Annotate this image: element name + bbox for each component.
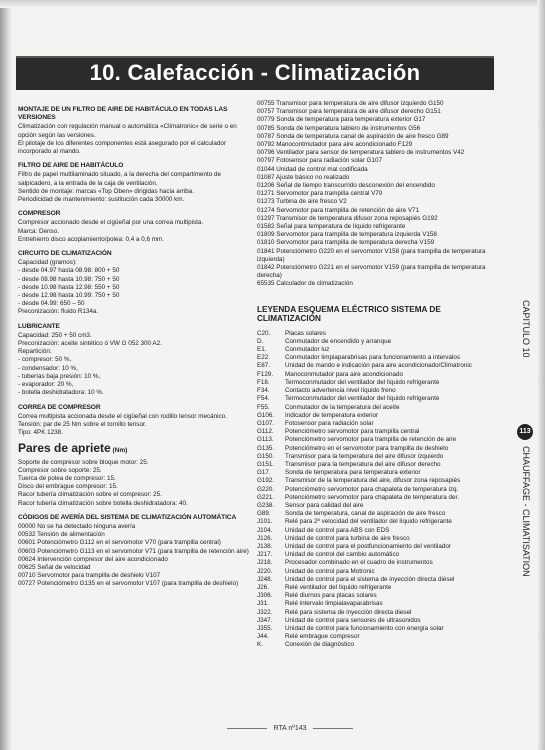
torque-line: Tuerca de polea de compresor: 15. — [18, 474, 116, 482]
fault-code-line: 00625 Señal de velocidad — [18, 563, 91, 571]
fault-code-line: 00000 No se ha detectado ninguna avería — [18, 522, 136, 530]
fault-code-line: 00727 Potenciómetro G135 en el servomotor V107 (para trampilla de deshielo) — [18, 580, 239, 588]
legend-item — [257, 428, 502, 436]
codigos-heading: CÓDIGOS DE AVERÍA DEL SISTEMA DE CLIMATIZACIÓN AUTOMÁTICA — [18, 513, 237, 521]
fault-code-line: 00603 Potenciómetro G113 en el servomotor V71 (para trampilla de retención aire) — [18, 547, 249, 555]
torque-line: Racor tubería climatización sobre botella deshidratadora: 40. — [18, 499, 188, 507]
legend-code: F34. — [257, 387, 270, 395]
section-line: Tipo: 4PK 1238. — [18, 429, 63, 437]
section-line: El pilotaje de los diferentes componentes está asegurado por el calculador incorporado al mando. — [18, 139, 226, 156]
fault-code-line: 00779 Sonda de temperatura para temperatura exterior G17 — [257, 116, 426, 124]
page-shadow-top — [0, 0, 545, 8]
legend-code: J126. — [257, 534, 273, 542]
fault-code-line: 00797 Fotosensor para radiación solar G107 — [257, 157, 382, 165]
fault-code-line: 01841 Potenciómetro G220 en el servomotor V158 (para trampilla de temperatura izquierda) — [257, 247, 486, 263]
legend-code: J101. — [257, 518, 273, 526]
torque-line: Racor tubería climatización sobre el compresor: 25. — [18, 491, 162, 499]
legend-code: J220. — [257, 567, 273, 575]
side-chapter-label: CAPITULO 10 — [521, 300, 531, 358]
chapter-title: 10. Calefacción - Climatización — [89, 60, 421, 85]
section-line: Entrehierro disco acoplamiento/polea: 0,4 a 0,6 mm. — [18, 235, 164, 243]
legend-item — [257, 633, 502, 641]
legend-item — [257, 404, 502, 412]
legend-code: G150. — [257, 452, 275, 460]
legend-code: F55. — [257, 403, 270, 411]
page-footer: RTA nº143 — [200, 725, 380, 732]
section-heading: COMPRESOR — [18, 210, 61, 218]
legend-code: J44. — [257, 633, 269, 641]
legend-code: K. — [257, 641, 263, 649]
legend-description: Relé intervalo limpialavaparabrisas — [285, 600, 383, 608]
legend-description: Potenciómetro servomotor para trampilla de retención de aire — [285, 436, 457, 444]
legend-item — [257, 436, 502, 444]
fault-code-line: 01206 Señal de tiempo transcurrido desconexión del encendido — [257, 182, 435, 190]
legend-description: Sonda de temperatura para temperatura exterior — [285, 469, 421, 477]
legend-description: Unidad de control para turbina de aire fresco — [285, 534, 410, 542]
legend-code: G89. — [257, 510, 271, 518]
legend-item — [257, 453, 502, 461]
legend-item — [257, 362, 502, 370]
page-shadow-right — [537, 0, 545, 750]
torque-line: Disco del embrague compresor: 15. — [18, 483, 118, 491]
section-line: Climatización con regulación manual o automática «Climatronic» de serie o en opción según las versiones. — [18, 123, 237, 139]
section-line: - evaporador: 20 %, — [18, 381, 74, 389]
section-line: - desde 08.98 hasta 10.98: 750 + 50 — [18, 275, 120, 283]
apriete-unit: (Nm) — [112, 447, 128, 455]
legend-item — [257, 559, 502, 567]
legend-code: D. — [257, 337, 264, 345]
legend-description: Unidad de control para sensores de ultrasonidos — [285, 616, 421, 624]
fault-code-line: 01810 Servomotor para trampilla de temperatura derecha V159 — [257, 239, 435, 247]
torque-line: Soporte de compresor sobre bloque motor: 25. — [18, 458, 149, 466]
legend-item — [257, 625, 502, 633]
legend-item — [257, 445, 502, 453]
legend-description: Potenciómetro servomotor para chapaleta de temperatura izq. — [285, 485, 459, 493]
legend-description: Unidad de control para ABS con EDS — [285, 526, 390, 534]
legend-item — [257, 641, 502, 649]
apriete-title: Pares de apriete — [18, 441, 111, 456]
fault-code-line: 00792 Manocontmutador para aire acondicionado F129 — [257, 141, 413, 149]
legend-code: J217. — [257, 551, 273, 559]
legend-code: G192. — [257, 477, 275, 485]
legend-code: E87. — [257, 362, 270, 370]
legend-item — [257, 354, 502, 362]
fault-code-line: 01044 Unidad de control mal codificada — [257, 165, 368, 173]
legend-description: Relé para sistema de inyección directa diesel — [285, 608, 412, 616]
legend-item — [257, 510, 502, 518]
fault-code-line: 01297 Transmisor de temperatura difusor zona reposapiés G192 — [257, 214, 438, 222]
fault-code-line: 01271 Servomotor para trampilla central V70 — [257, 190, 383, 198]
torque-line: Compresor sobre soporte: 25. — [18, 466, 102, 474]
fault-code-line: 01809 Servomotor para trampilla de temperatura izquierda V158 — [257, 231, 437, 239]
legend-code: G17. — [257, 469, 271, 477]
chapter-side-tab — [519, 300, 531, 600]
section-line: - desde 04.99: 650 – 50 — [18, 300, 85, 308]
legend-description: Fotosensor para radiación solar — [285, 419, 374, 427]
legend-item — [257, 461, 502, 469]
legend-description: Conexión de diagnóstico — [285, 641, 354, 649]
section-line: - botella deshidratadora: 10 %. — [18, 389, 104, 397]
page-shadow-left — [0, 0, 12, 750]
legend-code: J355. — [257, 624, 273, 632]
legend-description: Placas solares — [285, 329, 326, 337]
legend-item — [257, 338, 502, 346]
legend-description: Relé ventilador del líquido refrigerante — [285, 583, 392, 591]
legend-item — [257, 371, 502, 379]
legend-description: Relé diurnos para placas solares — [285, 592, 377, 600]
side-section-label: CHAUFFAGE - CLIMATISATION — [521, 446, 531, 577]
legend-description: Conmutador limpiaparabrisas para funcionamiento a intervalos — [285, 354, 461, 362]
legend-code: G135. — [257, 444, 275, 452]
fault-code-line: 00755 Transmisor para temperatura de aire difusor izquierdo G150 — [257, 100, 444, 107]
fault-code-line: 00757 Transmisor para temperatura de aire difusor derecho G151 — [257, 108, 441, 116]
section-line: Marca: Denso. — [18, 227, 59, 235]
legend-item — [257, 568, 502, 576]
legend-description: Sonda de temperatura, canal de aspiración de aire fresco — [285, 510, 446, 518]
section-heading: FILTRO DE AIRE DE HABITÁCULO — [18, 162, 124, 170]
section-heading: LUBRICANTE — [18, 322, 60, 330]
section-heading: CORREA DE COMPRESOR — [18, 403, 101, 411]
legend-item — [257, 609, 502, 617]
fault-code-line: 01582 Señal para temperatura de líquido refrigerante — [257, 223, 406, 231]
legend-item — [257, 494, 502, 502]
legend-item — [257, 527, 502, 535]
legend-code: J306. — [257, 592, 273, 600]
legend-code: C20. — [257, 329, 271, 337]
pares-apriete-heading — [18, 441, 250, 456]
legend-code: J322. — [257, 608, 273, 616]
legend-item — [257, 477, 502, 485]
legend-item — [257, 395, 502, 403]
legend-description: Termoconmutador del ventilador del líquido refrigerante — [285, 378, 440, 386]
legend-description: Manoconmutador para aire acondicionado — [285, 370, 403, 378]
legend-description: Relé embrague compresor — [285, 633, 360, 641]
legend-item — [257, 617, 502, 625]
legend-code: G151. — [257, 460, 275, 468]
legend-item — [257, 502, 502, 510]
left-column — [18, 100, 250, 589]
legend-code: J138. — [257, 542, 273, 550]
section-line: Tensión: par de 25 Nm sobre el tornillo tensor. — [18, 420, 147, 428]
legend-list — [257, 330, 502, 650]
section-line: - desde 04.97 hasta 08.98: 800 + 50 — [18, 267, 120, 275]
section-line: Capacidad: 250 + 50 cm3. — [18, 331, 92, 339]
legend-item — [257, 551, 502, 559]
legend-item — [257, 592, 502, 600]
legend-item — [257, 600, 502, 608]
legend-description: Unidad de control para el postfuncionamiento del ventilador — [285, 542, 451, 550]
section-heading: MONTAJE DE UN FILTRO DE AIRE DE HABITÁCULO EN TODAS LAS VERSIONES — [18, 106, 228, 122]
legend-item — [257, 420, 502, 428]
side-page-number: 113 — [517, 424, 533, 440]
apriete-list — [18, 459, 250, 508]
legend-description: Transmisor de la temperatura del aire, difusor zona reposapiés — [285, 477, 461, 485]
section-line: Sentido de montaje: marcas «Top Oben» dirigidas hacia arriba. — [18, 187, 195, 195]
legend-description: Contacto advertencia nivel líquido freno — [285, 387, 396, 395]
fault-code-line: 01842 Potenciómetro G221 en el servomotor V159 (para trampilla de temperatura derecha) — [257, 264, 486, 280]
legend-item — [257, 330, 502, 338]
legend-item — [257, 387, 502, 395]
codigos-list — [18, 523, 250, 589]
legend-code: G220. — [257, 485, 275, 493]
legend-item — [257, 379, 502, 387]
legend-code: E1. — [257, 346, 267, 354]
legend-code: G112. — [257, 428, 274, 436]
legend-code: F54. — [257, 395, 270, 403]
legend-code: G221. — [257, 493, 275, 501]
legend-item — [257, 469, 502, 477]
right-column — [257, 100, 502, 650]
legend-item — [257, 486, 502, 494]
section-line: - desde 12.98 hasta 10.99: 750 + 50 — [18, 292, 120, 300]
legend-code: G106. — [257, 411, 275, 419]
legend-description: Unidad de control para Motronic — [285, 567, 375, 575]
legend-item — [257, 584, 502, 592]
legend-code: G113. — [257, 436, 274, 444]
legend-code: J248. — [257, 575, 273, 583]
fault-code-line: 00796 Ventilador para sensor de temperatura tablero de instrumentos V42 — [257, 149, 465, 157]
legend-item — [257, 576, 502, 584]
section-line: - desde 10.98 hasta 12.98: 550 + 50 — [18, 283, 120, 291]
legend-item — [257, 543, 502, 551]
legend-code: E22. — [257, 354, 270, 362]
legend-description: Conmutador de encendido y arranque — [285, 337, 392, 345]
fault-code-line: 01087 Ajuste básico no realizado — [257, 173, 350, 181]
legend-description: Unidad de control para funcionamiento con energía solar — [285, 624, 444, 632]
fault-code-list — [257, 100, 502, 289]
legend-title: LEYENDA ESQUEMA ELÉCTRICO SISTEMA DE CLIMATIZACIÓN — [257, 304, 441, 324]
legend-code: J218. — [257, 559, 273, 567]
fault-code-line: 01273 Turbina de aire fresco V2 — [257, 198, 347, 206]
legend-item — [257, 346, 502, 354]
fault-code-line: 01274 Servomotor para trampilla de retención de aire V71 — [257, 206, 420, 214]
fault-code-line: 00710 Servomotor para trampilla de deshielo V107 — [18, 572, 161, 580]
section-line: - condensador: 10 %, — [18, 364, 78, 372]
section-line: Preconización: fluido R134a. — [18, 308, 99, 316]
section-line: Filtro de papel multilaminado situado, a la derecha del compartimento de salpicadero, a la entrada de la caja de ventilación. — [18, 171, 222, 187]
legend-description: Relé para 2ª velocidad del ventilador del líquido refrigerante — [285, 518, 452, 526]
section-line: Compresor accionado desde el cigüeñal por una correa multipista. — [18, 219, 204, 227]
legend-description: Conmutador de la temperatura del aceite — [285, 403, 400, 411]
fault-code-line: 00624 Intervención compresor del aire acondicionado — [18, 555, 168, 563]
legend-code: J347. — [257, 616, 273, 624]
section-heading: CIRCUITO DE CLIMATIZACIÓN — [18, 250, 112, 258]
legend-code: G107. — [257, 419, 275, 427]
legend-description: Unidad de control del cambio automático — [285, 551, 400, 559]
section-line: Correa multipista accionada desde el cigüeñal con rodillo tensor mecánico. — [18, 412, 227, 420]
section-line: - tuberías baja presión: 10 %, — [18, 372, 101, 380]
legend-description: Transmisor para la temperatura del aire difusor izquierdo — [285, 452, 444, 460]
section-line: Preconización: aceite sintético ó VW G 052 300 A2. — [18, 340, 162, 348]
legend-description: Transmisor para la temperatura del aire difusor derecho — [285, 460, 441, 468]
left-sections — [18, 106, 250, 437]
legend-description: Potenciómetro servomotor para trampilla central — [285, 428, 420, 436]
section-line: Periodicidad de mantenimiento: sustitución cada 30000 km. — [18, 196, 185, 204]
legend-description: Conmutador luz — [285, 346, 330, 354]
section-line: Repartición: — [18, 348, 52, 356]
legend-description: Unidad de control para el sistema de inyección directa diésel — [285, 575, 455, 583]
fault-code-line: 00601 Potenciómetro G112 en el servomotor V70 (para trampilla central) — [18, 539, 221, 547]
section-line: - compresor: 50 %, — [18, 356, 72, 364]
legend-item — [257, 518, 502, 526]
legend-description: Potenciómetro servomotor para chapaleta de temperatura der. — [285, 493, 459, 501]
legend-code: J31. — [257, 600, 269, 608]
legend-item — [257, 535, 502, 543]
chapter-banner — [16, 56, 494, 90]
legend-code: F18. — [257, 378, 270, 386]
legend-code: G238. — [257, 501, 275, 509]
legend-description: Sensor para calidad del aire — [285, 501, 364, 509]
legend-code: J26. — [257, 583, 269, 591]
legend-description: Unidad de mando e indicación para aire acondicionado/Climatronic — [285, 362, 472, 370]
fault-code-line: 00787 Sonda de temperatura canal de aspiración de aire fresco G89 — [257, 132, 449, 140]
legend-code: F129. — [257, 370, 274, 378]
legend-description: Termoconmutador del ventilador del líquido refrigerante — [285, 395, 440, 403]
fault-code-line: 00785 Sonda de temperatura tablero de instrumentos G56 — [257, 124, 421, 132]
fault-code-line: 65535 Calculador de climatización — [257, 280, 353, 288]
legend-description: Potenciómetro en el servomotor para trampilla de deshielo — [285, 444, 449, 452]
fault-code-line: 00532 Tensión de alimentación — [18, 531, 105, 539]
legend-code: J104. — [257, 526, 273, 534]
legend-description: Indicador de temperatura exterior — [285, 411, 379, 419]
section-line: Capacidad (gramos): — [18, 259, 77, 267]
legend-item — [257, 412, 502, 420]
legend-description: Procesador combinado en el cuadro de instrumentos — [285, 559, 433, 567]
